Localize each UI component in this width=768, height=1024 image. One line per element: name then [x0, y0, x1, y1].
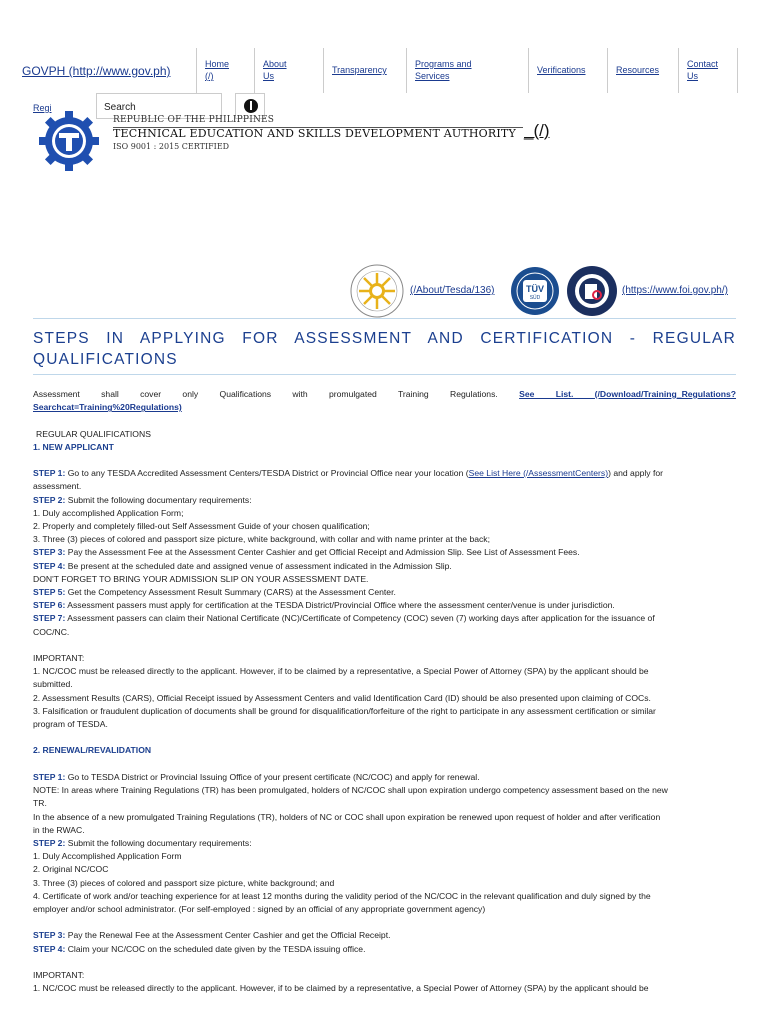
tuv-sub-label: SÜD [529, 295, 541, 301]
important-3-cont: program of TESDA. [33, 719, 108, 730]
nav-programs-label[interactable]: Programs and [415, 59, 472, 69]
search-input[interactable]: Search [96, 93, 222, 119]
s1-req2: 2. Properly and completely filled-out Self Assessment Guide of your chosen qualification; [33, 521, 370, 532]
s2-req4-cont: employer and/or school administrator. (For self-employed : signed by an official of any appropriate government agency) [33, 903, 486, 914]
s2-step4: STEP 4: Claim your NC/COC on the scheduled date given by the TESDA issuing office. [33, 943, 366, 954]
about-tesda-link[interactable]: (/About/Tesda/136) [410, 285, 495, 296]
see-list-link-2[interactable]: Searchcat=Training%20Regulations) [33, 402, 182, 413]
s2-req4: 4. Certificate of work and/or teaching experience for at least 12 months during the validity period of the NC/COC in the relevant qualification and duly signed by the [33, 890, 651, 901]
s1-step6: STEP 6: Assessment passers must apply for certification at the TESDA District/Provincial Office where the assessment center/venue is under jurisdiction. [33, 600, 615, 611]
intro-row [33, 388, 736, 401]
s1-step1-cont: assessment. [33, 481, 82, 492]
important-2-1: 1. NC/COC must be released directly to the applicant. However, if to be claimed by a representative, a Special Power of Attorney (SPA) by the applicant should be [33, 983, 649, 994]
nav-resources[interactable] [607, 48, 678, 93]
nav-resources-label[interactable]: Resources [616, 65, 660, 75]
s2-step1: STEP 1: Go to TESDA District or Provincial Issuing Office of your present certificate (NC/COC) and apply for renewal. [33, 771, 480, 782]
nav-home-label-2[interactable]: (/) [205, 71, 214, 81]
title-rule-bottom [33, 374, 736, 375]
s2-step2: STEP 2: Submit the following documentary requirements: [33, 837, 252, 848]
nav-verifications[interactable] [528, 48, 607, 93]
tuv-label: TÜV [526, 284, 544, 294]
important-label-2: IMPORTANT: [33, 969, 85, 980]
important-label: IMPORTANT: [33, 653, 85, 664]
important-1-cont: submitted. [33, 679, 73, 690]
site-header [0, 93, 768, 163]
section-new-applicant: 1. NEW APPLICANT [33, 441, 114, 452]
s1-req3: 3. Three (3) pieces of colored and passport size picture, white background, with collar and with name printer at the back; [33, 534, 490, 545]
agency-name: TECHNICAL EDUCATION AND SKILLS DEVELOPMENT AUTHORITY [113, 127, 516, 140]
s1-req1: 1. Duly accomplished Application Form; [33, 507, 184, 518]
home-logo-link[interactable]: _(/) [524, 121, 550, 140]
top-navigation [0, 48, 768, 93]
nav-about[interactable] [254, 48, 323, 93]
s1-reminder: DON'T FORGET TO BRING YOUR ADMISSION SLIP ON YOUR ASSESSMENT DATE. [33, 573, 369, 584]
s2-absence-cont: in the RWAC. [33, 824, 85, 835]
nav-contact-label-2[interactable]: Us [687, 71, 698, 81]
nav-contact-label[interactable]: Contact [687, 59, 719, 69]
page-title-line-2: QUALIFICATIONS [33, 351, 178, 368]
important-1: 1. NC/COC must be released directly to the applicant. However, if to be claimed by a representative, a Special Power of Attorney (SPA) by the applicant should be [33, 666, 649, 677]
badge-row [350, 262, 768, 318]
iso-certification: ISO 9001 : 2015 CERTIFIED [113, 142, 230, 151]
nav-contact[interactable] [678, 48, 738, 93]
philippine-seal-icon[interactable] [350, 264, 404, 318]
nav-about-label[interactable]: About [263, 59, 287, 69]
regular-qualifications-label: REGULAR QUALIFICATIONS [36, 428, 151, 439]
s2-note-cont: TR. [33, 798, 47, 809]
s1-step7-cont: COC/NC. [33, 626, 70, 637]
s2-req3: 3. Three (3) pieces of colored and passport size picture, white background; and [33, 877, 335, 888]
s2-absence: In the absence of a new promulgated Training Regulations (TR), holders of NC or COC shall upon expiration be renewed upon request of holder and after verification [33, 811, 661, 822]
govph-link[interactable]: GOVPH (http://www.gov.ph) [22, 64, 171, 78]
nav-transparency-label[interactable]: Transparency [332, 65, 387, 75]
important-2: 2. Assessment Results (CARS), Official Receipt issued by Assessment Centers and valid Identification Card (ID) should be also presented upon claiming of COCs. [33, 692, 651, 703]
nav-verifications-label[interactable]: Verifications [537, 65, 586, 75]
foi-seal-icon[interactable] [566, 265, 618, 317]
s1-step4: STEP 4: Be present at the scheduled date and assigned venue of assessment indicated in the Admission Slip. [33, 560, 452, 571]
nav-programs[interactable] [406, 48, 528, 93]
register-link[interactable]: Regi [33, 103, 52, 113]
nav-transparency[interactable] [323, 48, 406, 93]
page-title: STEPS IN APPLYING FOR ASSESSMENT AND CERTIFICATION - REGULAR [33, 330, 736, 347]
section-renewal: 2. RENEWAL/REVALIDATION [33, 745, 152, 756]
assessment-centers-link[interactable]: See List Here (/AssessmentCenters) [468, 468, 609, 479]
s2-req1: 1. Duly Accomplished Application Form [33, 851, 182, 862]
s1-step2: STEP 2: Submit the following documentary requirements: [33, 494, 252, 505]
important-3: 3. Falsification or fraudulent duplication of documents shall be ground for disqualification/forfeiture of the right to participate in any assessment certification or similar [33, 705, 656, 716]
s2-note: NOTE: In areas where Training Regulations (TR) has been promulgated, holders of NC/COC shall upon expiration undergo competency assessment based on the new [33, 785, 668, 796]
nav-home[interactable] [196, 48, 254, 93]
see-list-link[interactable]: See List. (/Download/Training_Regulations? [519, 389, 736, 399]
s1-step5: STEP 5: Get the Competency Assessment Result Summary (CARS) at the Assessment Center. [33, 587, 396, 598]
s2-req2: 2. Original NC/COC [33, 864, 109, 875]
foi-link[interactable]: (https://www.foi.gov.ph/) [622, 285, 728, 296]
intro-text: Assessment shall cover only Qualifications with promulgated Training Regulations. [33, 389, 498, 399]
accessibility-icon [244, 99, 258, 113]
tuv-certification-icon [510, 266, 560, 316]
nav-about-label-2[interactable]: Us [263, 71, 274, 81]
main-content [33, 388, 736, 995]
s2-step3: STEP 3: Pay the Renewal Fee at the Assessment Center Cashier and get the Official Receipt. [33, 930, 391, 941]
tesda-logo[interactable] [37, 109, 101, 173]
title-rule-top [33, 318, 736, 319]
s1-step1: STEP 1: Go to any TESDA Accredited Assessment Centers/TESDA District or Provincial Office near your location (See List Here (/AssessmentCenters)) and apply for [33, 468, 664, 479]
republic-label: REPUBLIC OF THE PHILIPPINES [113, 115, 275, 125]
nav-home-label[interactable]: Home [205, 59, 230, 69]
nav-programs-label-2[interactable]: Services [415, 71, 450, 81]
s1-step7: STEP 7: Assessment passers can claim their National Certificate (NC)/Certificate of Competency (COC) seven (7) working days after application for the issuance of [33, 613, 655, 624]
s1-step3: STEP 3: Pay the Assessment Fee at the Assessment Center Cashier and get Official Receipt and Admission Slip. See List of Assessment Fees. [33, 547, 580, 558]
